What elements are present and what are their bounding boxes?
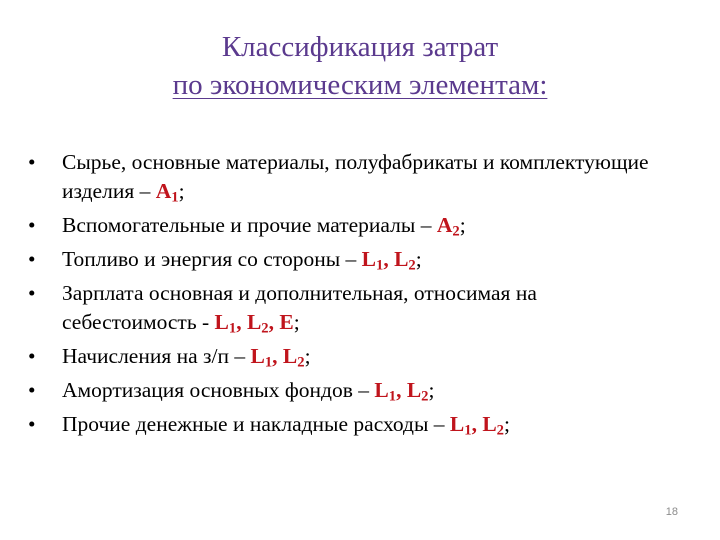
bullet-item bbox=[28, 342, 668, 371]
code-letter: L bbox=[282, 344, 298, 368]
bullet-item bbox=[28, 279, 668, 337]
code-letter: L bbox=[449, 412, 465, 436]
bullet-end-punctuation: ; bbox=[503, 412, 510, 436]
code-subscript: 1 bbox=[376, 257, 384, 274]
bullet-text: Амортизация основных фондов – bbox=[62, 378, 375, 402]
page-number: 18 bbox=[665, 506, 678, 518]
cost-item-codes: $L_1$, $L_2$, E bbox=[214, 310, 294, 337]
bullet-item bbox=[28, 376, 668, 405]
bullet-dot-icon: • bbox=[28, 247, 36, 271]
code-subscript: 1 bbox=[464, 422, 472, 439]
bullet-dot-icon: • bbox=[28, 378, 36, 402]
code-subscript: 2 bbox=[452, 223, 460, 240]
bullet-text: Сырье, основные материалы, полуфабрикаты и комплектующие изделия – bbox=[62, 150, 649, 203]
bullet-item bbox=[28, 148, 668, 206]
title-line-2: по экономическим элементам: bbox=[172, 69, 548, 101]
code-letter: E bbox=[279, 310, 294, 334]
cost-item-codes: $L_1$, $L_2$ bbox=[374, 378, 429, 405]
code-letter: L bbox=[361, 247, 376, 271]
bullet-end-punctuation: ; bbox=[459, 213, 466, 237]
code-letter: А bbox=[155, 179, 172, 203]
slide-title bbox=[0, 28, 720, 104]
bullet-dot-icon: • bbox=[28, 344, 36, 368]
bullet-text: Начисления на з/п – bbox=[62, 344, 251, 368]
code-letter: L bbox=[250, 344, 265, 368]
bullet-end-punctuation: ; bbox=[428, 378, 435, 402]
title-line-1: Классификация затрат bbox=[221, 31, 499, 63]
bullet-text: Топливо и энергия со стороны – bbox=[62, 247, 362, 271]
bullet-dot-icon: • bbox=[28, 412, 36, 436]
code-letter: L bbox=[214, 310, 229, 334]
code-letter: L bbox=[374, 378, 389, 402]
code-subscript: 1 bbox=[264, 354, 273, 371]
code-subscript: 1 bbox=[171, 189, 179, 206]
bullet-end-punctuation: ; bbox=[415, 247, 422, 271]
bullet-dot-icon: • bbox=[28, 213, 36, 237]
bullet-text: Вспомогательные и прочие материалы – bbox=[62, 213, 437, 237]
code-subscript: 1 bbox=[388, 388, 397, 405]
code-subscript: 1 bbox=[228, 320, 237, 337]
bullet-item bbox=[28, 245, 668, 274]
cost-item-codes: $L_1$, $L_2$ bbox=[250, 344, 305, 371]
bullet-end-punctuation: ; bbox=[293, 310, 300, 334]
bullet-text: Зарплата основная и дополнительная, относимая на себестоимость - bbox=[62, 281, 537, 334]
code-letter: L bbox=[246, 310, 262, 334]
cost-item-codes: $L_1$, $L_2$ bbox=[361, 247, 416, 274]
code-letter: L bbox=[406, 378, 422, 402]
code-subscript: 2 bbox=[496, 422, 504, 439]
code-subscript: 2 bbox=[421, 388, 429, 405]
bullet-dot-icon: • bbox=[28, 150, 36, 174]
code-subscript: 2 bbox=[297, 354, 305, 371]
bullet-item bbox=[28, 211, 668, 240]
bullet-item bbox=[28, 410, 668, 439]
code-subscript: 2 bbox=[261, 320, 269, 337]
bullet-text: Прочие денежные и накладные расходы – bbox=[62, 412, 450, 436]
bullet-end-punctuation: ; bbox=[304, 344, 311, 368]
bullet-list bbox=[28, 148, 668, 444]
bullet-end-punctuation: ; bbox=[178, 179, 185, 203]
cost-item-codes bbox=[436, 213, 460, 240]
bullet-dot-icon: • bbox=[28, 281, 36, 305]
code-letter: L bbox=[394, 247, 409, 271]
cost-item-codes bbox=[155, 179, 179, 206]
code-subscript: 2 bbox=[408, 257, 416, 274]
cost-item-codes: $L_1$, $L_2$ bbox=[449, 412, 504, 439]
code-letter: L bbox=[482, 412, 497, 436]
code-letter: А bbox=[436, 213, 453, 237]
